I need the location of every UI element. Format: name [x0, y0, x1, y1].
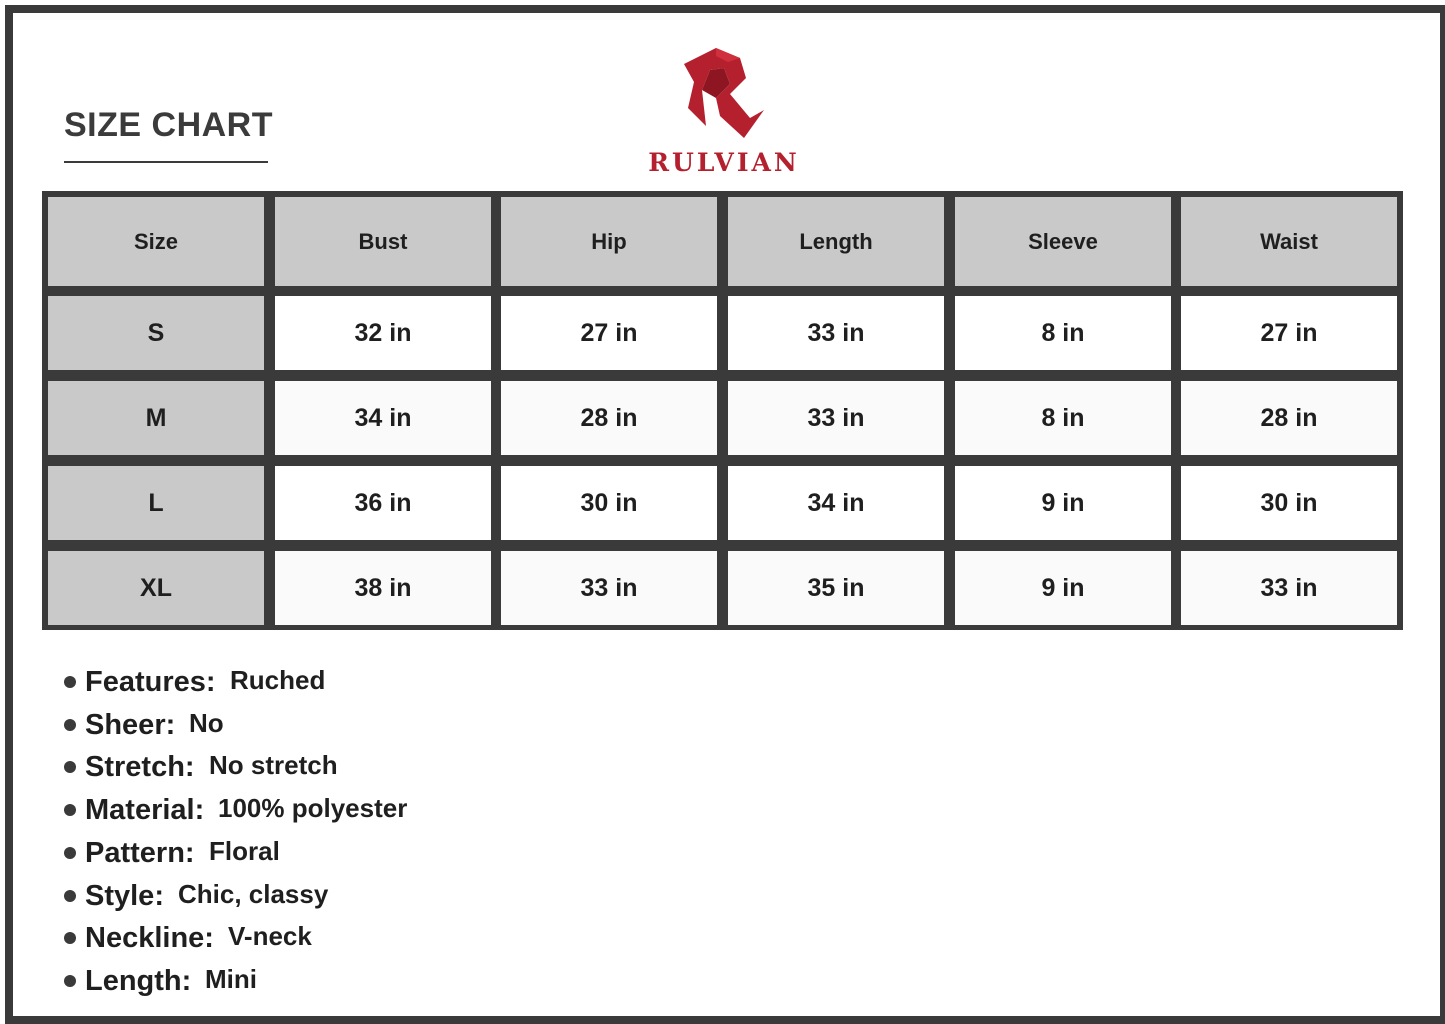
measurement-cell: 34 in [275, 381, 491, 455]
column-header: Sleeve [955, 197, 1171, 286]
measurement-cell: 28 in [501, 381, 717, 455]
size-label-cell: M [48, 381, 264, 455]
bullet-icon [64, 676, 76, 688]
bullet-icon [64, 847, 76, 859]
title-underline [64, 161, 268, 163]
measurement-cell: 33 in [501, 551, 717, 625]
measurement-cell: 27 in [501, 296, 717, 370]
column-header: Size [48, 197, 264, 286]
feature-label: Neckline: [85, 922, 214, 955]
feature-value: 100% polyester [218, 793, 408, 824]
brand-logo [636, 44, 812, 178]
feature-label: Sheer: [85, 708, 176, 741]
feature-value: Floral [209, 835, 280, 866]
feature-value: No [189, 707, 224, 738]
measurement-cell: 34 in [728, 466, 944, 540]
column-header: Bust [275, 197, 491, 286]
measurement-cell: 9 in [955, 466, 1171, 540]
size-chart-table [42, 191, 1403, 630]
bullet-icon [64, 719, 76, 731]
feature-label: Length: [85, 964, 192, 997]
size-label-cell: S [48, 296, 264, 370]
feature-value: No stretch [209, 750, 338, 781]
measurement-cell: 33 in [1181, 551, 1397, 625]
measurement-cell: 30 in [1181, 466, 1397, 540]
feature-label: Material: [85, 794, 205, 827]
feature-label: Stretch: [85, 751, 195, 784]
feature-label: Style: [85, 879, 164, 912]
measurement-cell: 35 in [728, 551, 944, 625]
measurement-cell: 32 in [275, 296, 491, 370]
measurement-cell: 33 in [728, 296, 944, 370]
bullet-icon [64, 804, 76, 816]
feature-value: V-neck [228, 921, 312, 952]
column-header: Hip [501, 197, 717, 286]
feature-label: Features: [85, 666, 216, 698]
measurement-cell: 9 in [955, 551, 1171, 625]
measurement-cell: 27 in [1181, 296, 1397, 370]
feature-label: Pattern: [85, 836, 195, 869]
measurement-cell: 36 in [275, 466, 491, 540]
bullet-icon [64, 975, 76, 987]
bullet-icon [64, 890, 76, 902]
column-header: Waist [1181, 197, 1397, 286]
measurement-cell: 30 in [501, 466, 717, 540]
feature-value: Chic, classy [178, 878, 329, 909]
feature-value: Mini [205, 963, 257, 994]
size-label-cell: L [48, 466, 264, 540]
brand-name: RULVIAN [648, 148, 800, 177]
measurement-cell: 38 in [275, 551, 491, 625]
brand-r-icon [676, 44, 772, 144]
feature-value: Ruched [230, 665, 326, 695]
measurement-cell: 28 in [1181, 381, 1397, 455]
page-title: SIZE CHART [64, 106, 273, 144]
measurement-cell: 8 in [955, 381, 1171, 455]
measurement-cell: 33 in [728, 381, 944, 455]
measurement-cell: 8 in [955, 296, 1171, 370]
column-header: Length [728, 197, 944, 286]
size-label-cell: XL [48, 551, 264, 625]
